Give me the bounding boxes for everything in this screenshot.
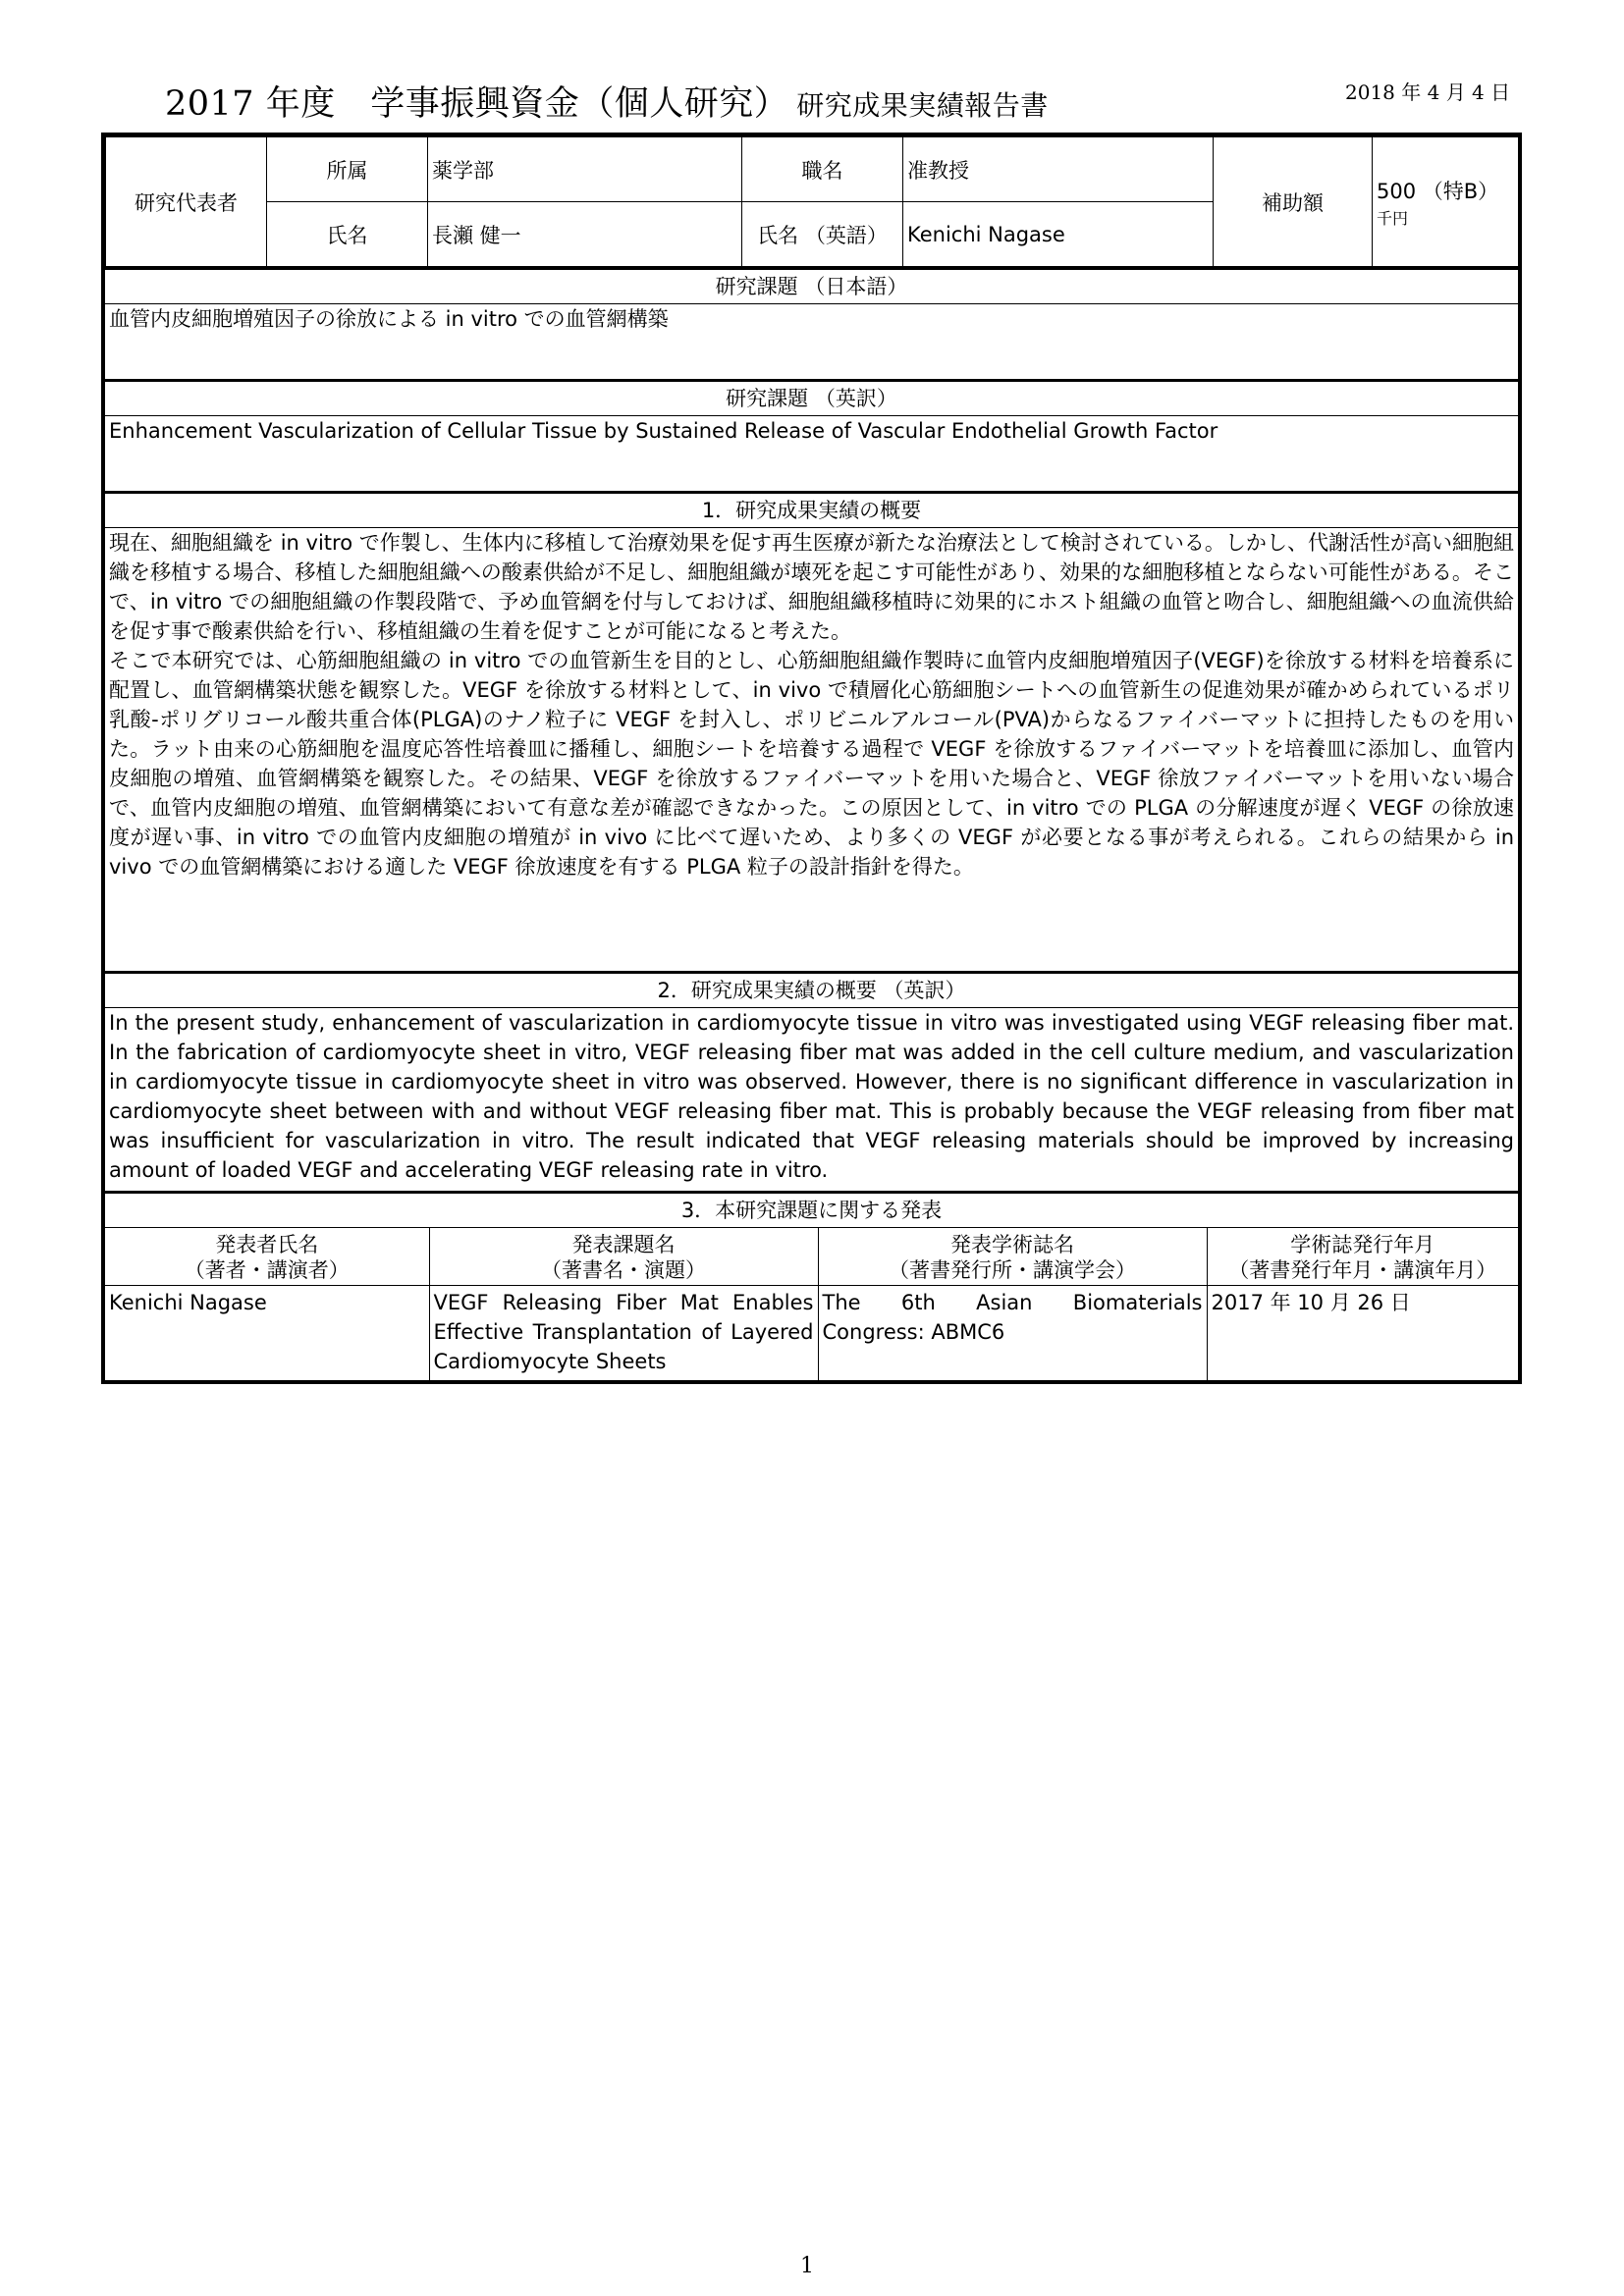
position-value: 准教授 (903, 137, 1214, 202)
researcher-info-table (105, 136, 1519, 267)
summary-en-heading: 2．研究成果実績の概要 （英訳） (105, 971, 1518, 1008)
report-title (165, 77, 1049, 126)
report-title-sub: 研究成果実績報告書 (796, 89, 1049, 122)
affiliation-value: 薬学部 (428, 137, 742, 202)
name-en-value: Kenichi Nagase (903, 202, 1214, 267)
affiliation-label: 所属 (267, 137, 428, 202)
topic-ja-text: 血管内皮細胞増殖因子の徐放による in vitro での血管網構築 (109, 307, 669, 331)
report-form (101, 133, 1522, 1384)
summary-ja-paragraph-1: 現在、細胞組織を in vitro で作製し、生体内に移植して治療効果を促す再生医療が新たな治療法として検討されている。しかし、代謝活性が高い細胞組織を移植する場合、移植した細胞組織への酸素供給が不足し、細胞組織が壊死を起こす可能性があり、効果的な細胞移植とならない可能性がある。そこで、in vitro での細胞組織の作製段階で、予め血管網を付与しておけば、細胞組織移植時に効果的にホスト組織の血管と吻合し、細胞組織への血流供給を促す事で酸素供給を行い、移植組織の生着を促すことが可能になると考えた。 (109, 531, 1514, 643)
presentations-header-row (105, 1228, 1518, 1286)
table-row (105, 1286, 1518, 1381)
position-label: 職名 (742, 137, 903, 202)
report-title-main: 2017 年度 学事振興資金（個人研究） (165, 84, 789, 124)
summary-ja-heading: 1．研究成果実績の概要 (105, 491, 1518, 528)
presenter-cell: Kenichi Nagase (105, 1286, 429, 1381)
summary-en-text: In the present study, enhancement of vascularization in cardiomyocyte tissue in vitro was investigated using VEGF releasing fiber mat. In the fabrication of cardiomyocyte sheet in vitro, VEGF releasing fiber mat was added in the cell culture medium, and vascularization in cardiomyocyte tissue in cardiomyocyte sheet in vitro was observed. However, there is no significant difference in vascularization in cardiomyocyte sheet between with and without VEGF releasing fiber mat. This is probably because the VEGF releasing from fiber mat was insufficient for vascularization in vitro. The result indicated that VEGF releasing materials should be improved by increasing amount of loaded VEGF and accelerating VEGF releasing rate in vitro. (109, 1011, 1514, 1182)
grant-value-cell (1373, 137, 1519, 267)
representative-label: 研究代表者 (106, 137, 267, 267)
topic-en-heading: 研究課題 （英訳） (105, 379, 1518, 416)
presentations-table (105, 1228, 1518, 1380)
column-journal: 発表学術誌名 （著書発行所・講演学会） (818, 1228, 1207, 1286)
grant-unit: 千円 (1377, 208, 1409, 228)
title-cell: VEGF Releasing Fiber Mat Enables Effective Transplantation of Layered Cardiomyocyte Sheets (429, 1286, 818, 1381)
column-title: 発表課題名 （著書名・演題） (429, 1228, 818, 1286)
name-value: 長瀬 健一 (428, 202, 742, 267)
page-number: 1 (800, 2254, 814, 2278)
grant-label: 補助額 (1214, 137, 1373, 267)
presentations-heading: 3．本研究課題に関する発表 (105, 1191, 1518, 1228)
report-date: 2018 年 4 月 4 日 (1345, 80, 1511, 104)
column-presenter: 発表者氏名 （著者・講演者） (105, 1228, 429, 1286)
summary-ja-paragraph-2: そこで本研究では、心筋細胞組織の in vitro での血管新生を目的とし、心筋細胞組織作製時に血管内皮細胞増殖因子(VEGF)を徐放する材料を培養系に配置し、血管網構築状態を観察した。VEGF を徐放する材料として、in vivo で積層化心筋細胞シートへの血管新生の促進効果が確かめられているポリ乳酸-ポリグリコール酸共重合体(PLGA)のナノ粒子に VEGF を封入し、ポリビニルアルコール(PVA)からなるファイバーマットに担持したものを用いた。ラット由来の心筋細胞を温度応答性培養皿に播種し、細胞シートを培養する過程で VEGF を徐放するファイバーマットを培養皿に添加し、血管内皮細胞の増殖、血管網構築を観察した。その結果、VEGF を徐放するファイバーマットを用いた場合と、VEGF 徐放ファイバーマットを用いない場合で、血管内皮細胞の増殖、血管網構築において有意な差が確認できなかった。この原因として、in vitro での PLGA の分解速度が遅く VEGF の徐放速度が遅い事、in vitro での血管内皮細胞の増殖が in vivo に比べて遅いため、より多くの VEGF が必要となる事が考えられる。これらの結果から in vivo での血管網構築における適した VEGF 徐放速度を有する PLGA 粒子の設計指針を得た。 (109, 649, 1514, 879)
name-label: 氏名 (267, 202, 428, 267)
summary-ja-body (105, 528, 1518, 971)
journal-cell: The 6th Asian Biomaterials Congress: ABMC6 (818, 1286, 1207, 1381)
column-date: 学術誌発行年月 （著書発行年月・講演年月） (1207, 1228, 1518, 1286)
topic-ja-heading: 研究課題 （日本語） (105, 267, 1518, 304)
grant-value: 500 （特B） (1377, 179, 1499, 203)
topic-en-text: Enhancement Vascularization of Cellular Tissue by Sustained Release of Vascular Endothelial Growth Factor (109, 419, 1218, 443)
name-en-label: 氏名 （英語） (742, 202, 903, 267)
date-cell: 2017 年 10 月 26 日 (1207, 1286, 1518, 1381)
